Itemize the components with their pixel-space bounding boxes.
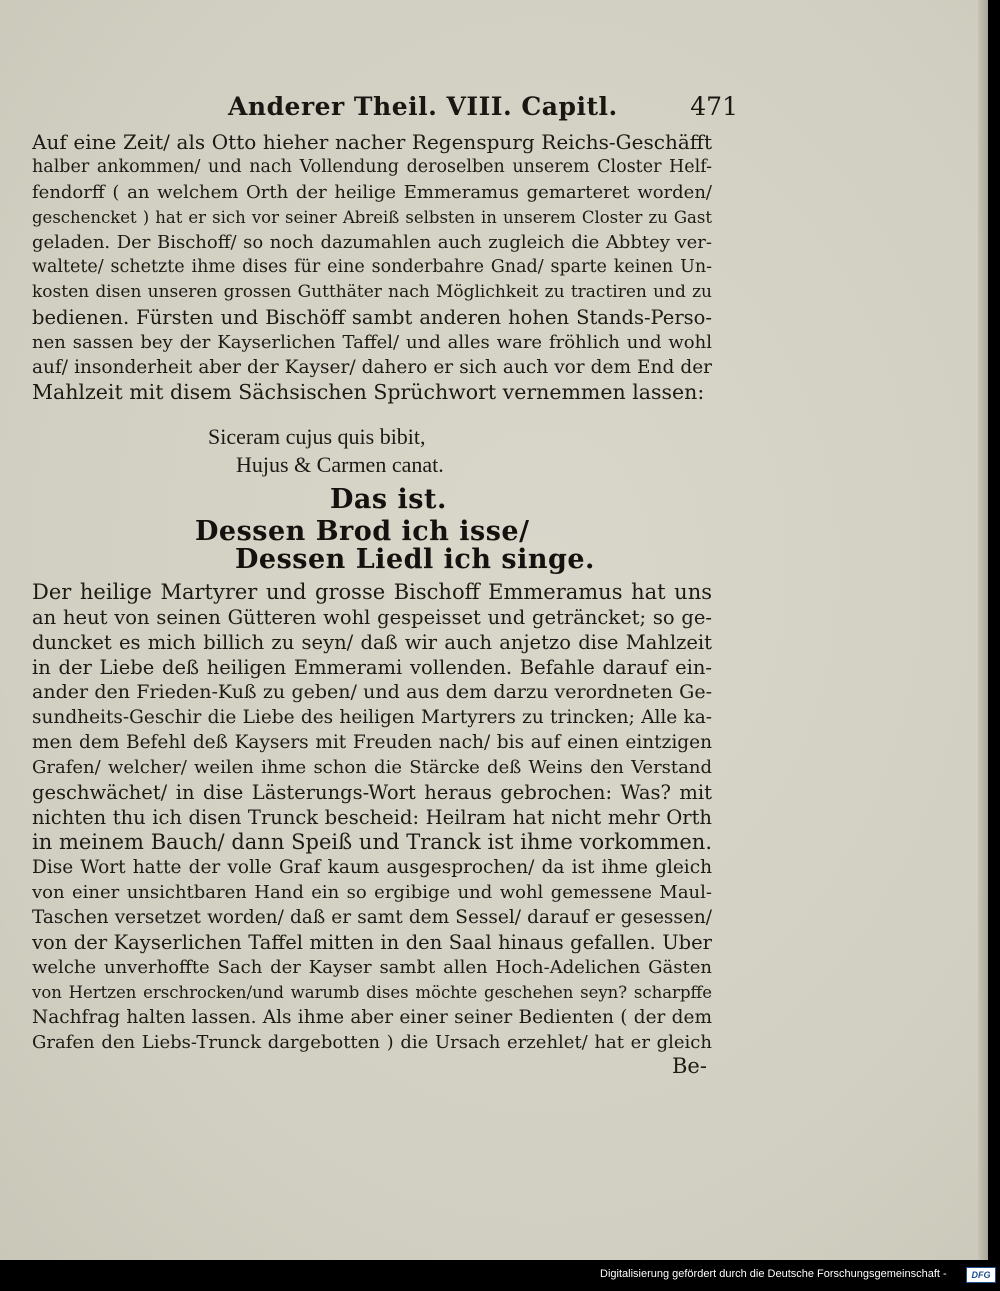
text-line: nen sassen bey der Kayserlichen Taffel/ und alles ware fröhlich und wohl	[32, 332, 712, 353]
text-line: von der Kayserlichen Taffel mitten in den Saal hinaus gefallen. Uber	[32, 931, 712, 954]
text-line: auf/ insonderheit aber der Kayser/ dahero er sich auch vor dem End der	[32, 357, 712, 378]
text-line: Mahlzeit mit disem Sächsischen Sprüchwort vernemmen lassen:	[32, 380, 705, 404]
text-line: kosten disen unseren grossen Gutthäter nach Möglichkeit zu tractiren und zu	[32, 282, 712, 302]
text-line: fendorff ( an welchem Orth der heilige Emmeramus gemarteret worden/	[32, 182, 712, 203]
text-line: Grafen den Liebs-Trunck dargebotten ) die Ursach erzehlet/ hat er gleich	[32, 1032, 712, 1053]
text-line: nichten thu ich disen Trunck bescheid: Heilram hat nicht mehr Orth	[32, 806, 712, 829]
latin-verse-line-2: Hujus & Carmen canat.	[236, 452, 444, 477]
page-number: 471	[690, 92, 738, 121]
translation-line-2: Dessen Liedl ich singe.	[235, 544, 595, 575]
text-line: Der heilige Martyrer und grosse Bischoff Emmeramus hat uns	[32, 580, 712, 604]
text-line: ander den Frieden-Kuß zu geben/ und aus dem darzu verordneten Ge-	[32, 681, 712, 703]
text-line: halber ankommen/ und nach Vollendung deroselben unserem Closter Helf-	[32, 157, 712, 177]
text-line: Taschen versetzet worden/ daß er samt dem Sessel/ darauf er gesessen/	[32, 907, 712, 928]
text-line: Auf eine Zeit/ als Otto hieher nacher Regenspurg Reichs-Geschäfft	[32, 130, 712, 154]
text-line: bedienen. Fürsten und Bischöff sambt anderen hohen Stands-Perso-	[32, 306, 712, 329]
text-line: an heut von seinen Gütteren wohl gespeisset und geträncket; so ge-	[32, 606, 712, 629]
text-line: welche unverhoffte Sach der Kayser sambt allen Hoch-Adelichen Gästen	[32, 957, 712, 978]
running-head: Anderer Theil. VIII. Capitl.	[228, 92, 618, 121]
text-line: duncket es mich billich zu seyn/ daß wir auch anjetzo dise Mahlzeit	[32, 631, 712, 654]
text-line: in der Liebe deß heiligen Emmerami vollenden. Befahle darauf ein-	[32, 656, 712, 679]
text-line: Grafen/ welcher/ weilen ihme schon die Stärcke deß Weins den Verstand	[32, 757, 712, 778]
paragraph-2	[32, 580, 712, 1055]
footer-credit: Digitalisierung gefördert durch die Deutsche Forschungsgemeinschaft -	[600, 1268, 947, 1280]
translation-heading: Das ist.	[330, 484, 447, 515]
text-line: geschwächet/ in dise Lästerungs-Wort heraus gebrochen: Was? mit	[32, 781, 712, 804]
text-line: waltete/ schetzte ihme dises für eine sonderbahre Gnad/ sparte keinen Un-	[32, 257, 712, 277]
text-line: sundheits-Geschir die Liebe des heiligen Martyrers zu trincken; Alle ka-	[32, 707, 712, 728]
text-line: von Hertzen erschrocken/und warumb dises möchte geschehen seyn? scharpffe	[32, 983, 712, 1002]
translation-line-1: Dessen Brod ich isse/	[195, 516, 530, 547]
text-line: men dem Befehl deß Kaysers mit Freuden nach/ bis auf einen eintzigen	[32, 732, 712, 753]
text-line: Dise Wort hatte der volle Graf kaum ausgesprochen/ da ist ihme gleich	[32, 857, 712, 878]
paragraph-1	[32, 130, 712, 405]
text-line: Nachfrag halten lassen. Als ihme aber einer seiner Bedienten ( der dem	[32, 1007, 712, 1028]
text-line: geschencket ) hat er sich vor seiner Abreiß selbsten in unserem Closter zu Gast	[32, 208, 712, 227]
text-line: von einer unsichtbaren Hand ein so ergibige und wohl gemessene Maul-	[32, 882, 712, 903]
catchword: Be-	[672, 1054, 707, 1078]
latin-verse-line-1: Siceram cujus quis bibit,	[208, 424, 426, 449]
text-line: in meinem Bauch/ dann Speiß und Tranck ist ihme vorkommen.	[32, 830, 712, 854]
page-edge-shadow	[978, 0, 988, 1260]
dfg-logo-icon: DFG	[966, 1267, 996, 1283]
page-header	[228, 92, 738, 126]
text-line: geladen. Der Bischoff/ so noch dazumahlen auch zugleich die Abbtey ver-	[32, 232, 712, 253]
